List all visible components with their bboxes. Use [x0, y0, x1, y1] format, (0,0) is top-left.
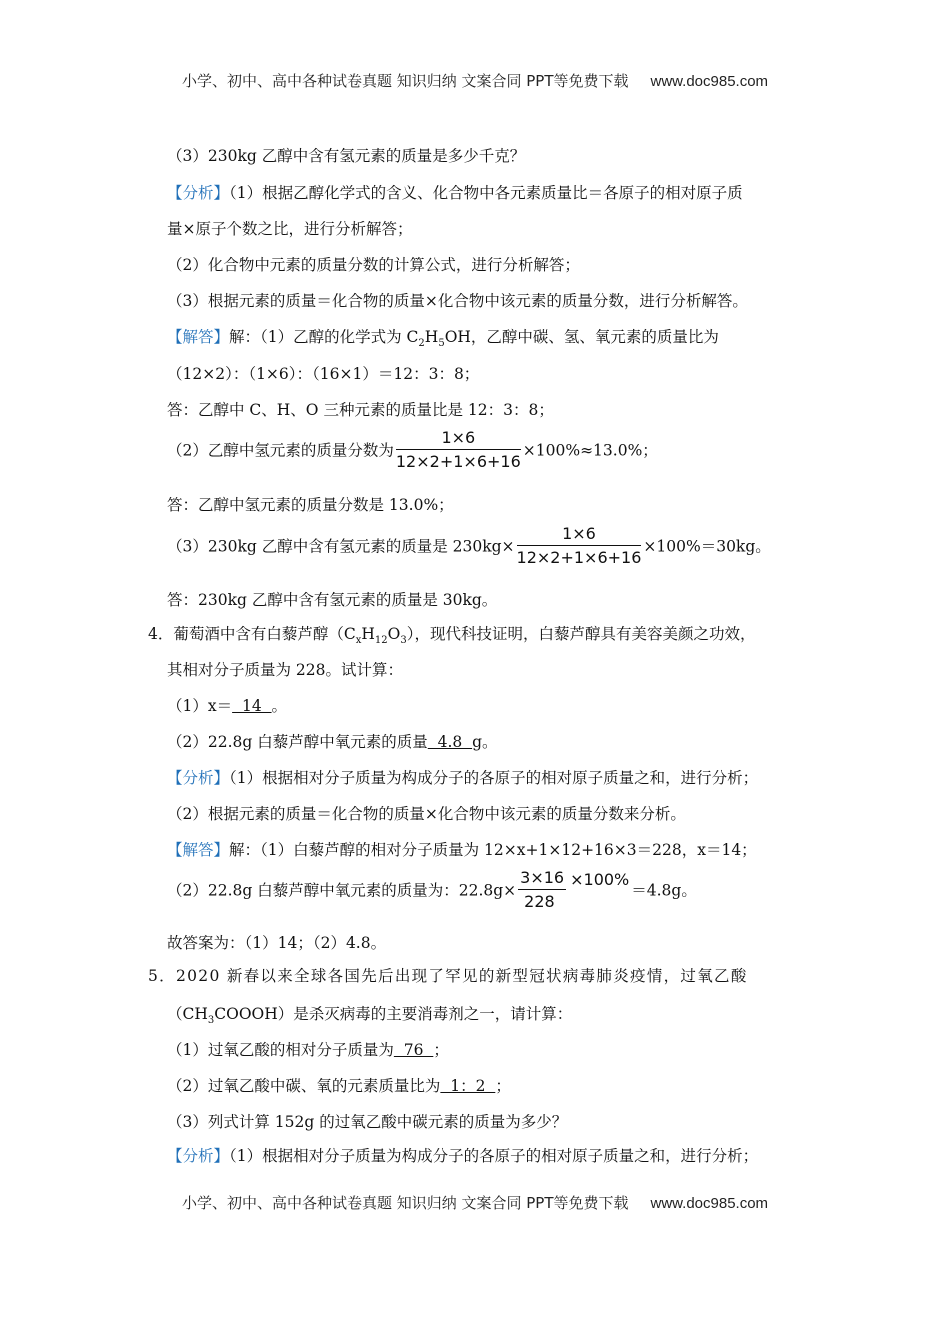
header-url[interactable]: www.doc985.com	[650, 73, 769, 90]
q4-part2: （2）22.8g 白藜芦醇中氧元素的质量 4.8 g。	[167, 733, 498, 751]
answer-tag: 【解答】	[167, 841, 230, 859]
q5-analysis-1: 【分析】（1）根据相对分子质量为构成分子的各原子的相对原子质量之和，进行分析；	[167, 1147, 759, 1165]
q4-solution-2: （2）22.8g 白藜芦醇中氧元素的质量为：22.8g×3×16 ×100% 228 ＝4.8g。	[167, 868, 697, 911]
q4-answer-blank-2: 4.8	[427, 733, 473, 751]
q5-answer-blank-2: 1：2	[440, 1077, 496, 1095]
q4-solution-3: 故答案为：（1）14；（2）4.8。	[167, 934, 387, 952]
q5-answer-blank-1: 76	[393, 1041, 434, 1059]
q5-part2: （2）过氧乙酸中碳、氧的元素质量比为 1：2 ；	[167, 1077, 511, 1095]
q5-part1: （1）过氧乙酸的相对分子质量为 76 ；	[167, 1041, 449, 1059]
q3-part3: （3）230kg 乙醇中含有氢元素的质量是多少千克？	[167, 147, 526, 165]
q4-analysis-2: （2）根据元素的质量＝化合物的质量×化合物中该元素的质量分数来分析。	[167, 805, 686, 823]
footer-text: 小学、初中、高中各种试卷真题 知识归纳 文案合同 PPT等免费下载	[181, 1194, 629, 1212]
q4-answer-blank-1: 14	[232, 697, 272, 715]
q4-solution-1: 【解答】解：（1）白藜芦醇的相对分子质量为 12×x+1×12+16×3＝228，x＝14；	[167, 841, 757, 859]
analysis-tag: 【分析】	[167, 184, 230, 202]
q3-analysis-2: 量×原子个数之比，进行分析解答；	[167, 220, 413, 238]
page-footer	[0, 1192, 950, 1213]
q4-stem-1: 4．葡萄酒中含有白藜芦醇$(C_xH_{12}O_3)$，现代科技证明，白藜芦醇具有美容美颜之功效，	[148, 625, 756, 647]
page-header	[0, 70, 950, 91]
q4-stem-2: 其相对分子质量为 228。试计算：	[167, 661, 404, 679]
q5-stem-1: 5．2020 新春以来全球各国先后出现了罕见的新型冠状病毒肺炎疫情，过氧乙酸	[148, 967, 748, 985]
q3-analysis-4: （3）根据元素的质量＝化合物的质量×化合物中该元素的质量分数，进行分析解答。	[167, 292, 748, 310]
q3-solution-6: （3）230kg 乙醇中含有氢元素的质量是 230kg× $\frac{1\times 6}{12\times 2+1\times 6+16}$ ×100%＝30kg。	[167, 524, 771, 567]
analysis-tag: 【分析】	[167, 769, 230, 787]
header-text: 小学、初中、高中各种试卷真题 知识归纳 文案合同 PPT等免费下载	[181, 72, 629, 90]
fraction-hydrogen-2: $\frac{1\times 6}{12\times 2+1\times 6+16}$	[516, 524, 642, 567]
q3-solution-5: 答：乙醇中氢元素的质量分数是 13.0%；	[167, 496, 454, 514]
q3-solution-7: 答：230kg 乙醇中含有氢元素的质量是 30kg。	[167, 591, 498, 609]
q3-solution-3: 答：乙醇中 C、H、O 三种元素的质量比是 12：3：8；	[167, 401, 554, 419]
q4-part1: （1）x＝ 14 。	[167, 697, 288, 715]
q3-solution-4: （2）乙醇中氢元素的质量分数为 $\frac{1\times 6}{12\times 2+1\times 6+16}$ ×100%≈13.0%；	[167, 428, 658, 471]
q3-solution-1: 【解答】解：（1）乙醇的化学式为 $C_2H_5OH$，乙醇中碳、氢、氧元素的质量比为	[167, 328, 719, 350]
q4-analysis-1: 【分析】（1）根据相对分子质量为构成分子的各原子的相对原子质量之和，进行分析；	[167, 769, 759, 787]
q3-analysis-1: 【分析】（1）根据乙醇化学式的含义、化合物中各元素质量比＝各原子的相对原子质	[167, 184, 743, 202]
footer-url[interactable]: www.doc985.com	[650, 1195, 769, 1212]
fraction-oxygen: 3×16 ×100% 228	[520, 868, 630, 911]
q5-stem-2: $(CH_3COOOH)$是杀灭病毒的主要消毒剂之一，请计算：	[167, 1005, 573, 1027]
fraction-hydrogen-1: $\frac{1\times 6}{12\times 2+1\times 6+16}$	[395, 428, 521, 471]
q3-solution-2: （12×2）：（1×6）：（16×1）＝12：3：8；	[167, 365, 480, 383]
q3-analysis-3: （2）化合物中元素的质量分数的计算公式，进行分析解答；	[167, 256, 580, 274]
q5-part3: （3）列式计算 152g 的过氧乙酸中碳元素的质量为多少？	[167, 1113, 568, 1131]
analysis-tag: 【分析】	[167, 1147, 230, 1165]
answer-tag: 【解答】	[167, 328, 230, 346]
